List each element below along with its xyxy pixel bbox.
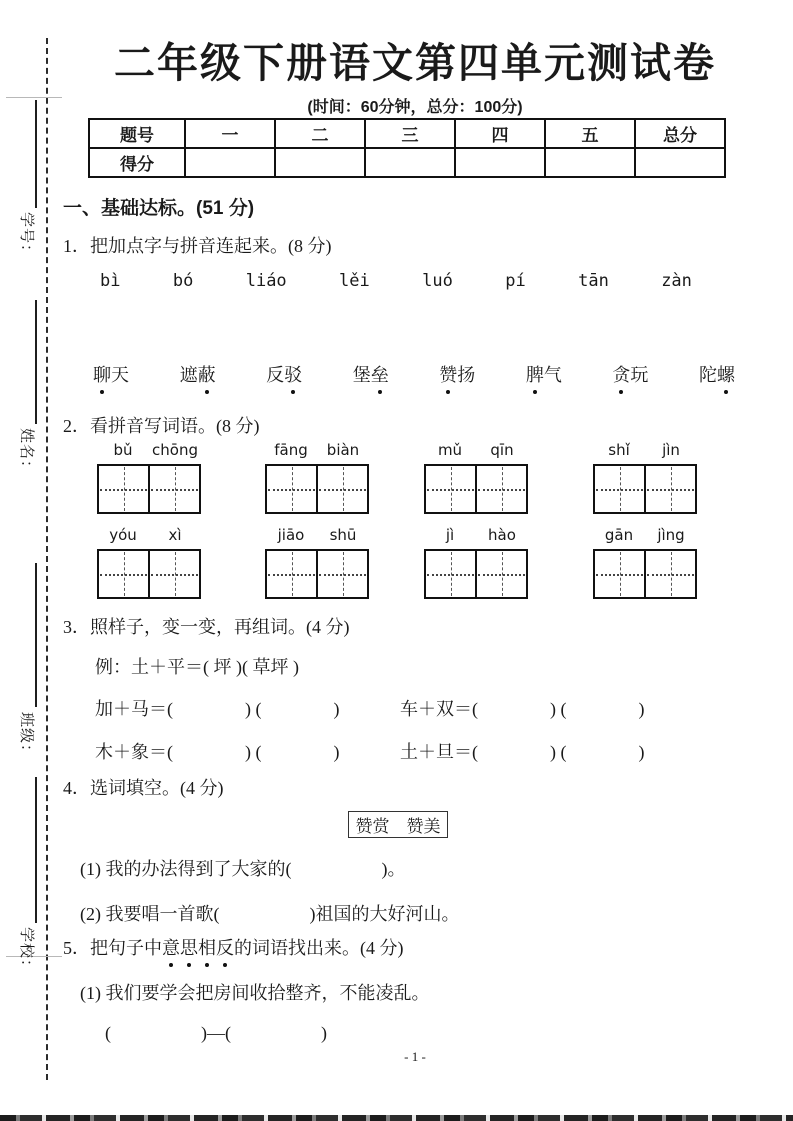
q4-item: (1) 我的办法得到了大家的( )。 bbox=[80, 859, 406, 879]
score-table bbox=[88, 118, 726, 178]
next-page-edge-artifact bbox=[0, 1115, 793, 1121]
word-item: 反驳 bbox=[266, 361, 302, 387]
dotted-char: 脾 bbox=[526, 361, 544, 387]
writing-cell bbox=[646, 466, 695, 512]
writing-cell bbox=[150, 466, 199, 512]
score-table-header-cell: 三 bbox=[365, 119, 455, 148]
dotted-char: 贪 bbox=[612, 361, 630, 387]
score-table-header-cell: 总分 bbox=[635, 119, 725, 148]
q3-heading: 3．照样子，变一变，再组词。(4 分) bbox=[63, 617, 350, 637]
score-cell bbox=[185, 148, 275, 177]
q1-heading: 1．把加点字与拼音连起来。(8 分) bbox=[63, 236, 332, 256]
student-id-blank-line bbox=[35, 100, 37, 208]
score-cell bbox=[275, 148, 365, 177]
dotted-char: 相 bbox=[198, 934, 216, 960]
writing-cell bbox=[646, 551, 695, 597]
pinyin-grid-labels: gān jìng bbox=[604, 526, 685, 544]
q1-words-row bbox=[93, 361, 735, 387]
writing-cell bbox=[318, 466, 367, 512]
writing-grid bbox=[265, 464, 369, 514]
pinyin-grid-labels: jì hào bbox=[445, 526, 516, 544]
score-table-header-cell: 题号 bbox=[89, 119, 185, 148]
writing-cell bbox=[318, 551, 367, 597]
score-table-header-cell: 五 bbox=[545, 119, 635, 148]
pinyin-grid-labels: jiāo shū bbox=[277, 526, 357, 544]
word-bank-box: 赞赏 赞美 bbox=[348, 811, 448, 838]
score-cell bbox=[365, 148, 455, 177]
q3-item: 加＋马＝( ) ( ) bbox=[95, 699, 340, 719]
q1-pinyin-row bbox=[100, 271, 692, 291]
score-table-header-cell: 二 bbox=[275, 119, 365, 148]
writing-cell bbox=[477, 466, 526, 512]
word-item: 堡垒 bbox=[353, 361, 389, 387]
writing-cell bbox=[426, 551, 477, 597]
dotted-char: 驳 bbox=[284, 361, 302, 387]
pinyin-item: bì bbox=[100, 271, 121, 291]
writing-grid bbox=[424, 549, 528, 599]
q3-item: 土＋旦＝( ) ( ) bbox=[400, 742, 645, 762]
pinyin-item: luó bbox=[422, 271, 453, 291]
writing-grid bbox=[593, 464, 697, 514]
word-item: 赞扬 bbox=[439, 361, 475, 387]
section-1-heading: 一、基础达标。(51 分) bbox=[63, 198, 255, 219]
pinyin-grid-labels: yóu xì bbox=[109, 526, 182, 544]
name-label: 姓名： bbox=[18, 428, 34, 477]
class-blank-line bbox=[35, 563, 37, 707]
writing-cell bbox=[150, 551, 199, 597]
pinyin-grid-labels: bǔ chōng bbox=[113, 441, 198, 459]
school-label: 学校： bbox=[18, 927, 34, 976]
q5-item: (1) 我们要学会把房间收拾整齐，不能凌乱。 bbox=[80, 983, 430, 1003]
pinyin-item: bó bbox=[172, 271, 194, 291]
writing-cell bbox=[267, 551, 318, 597]
student-id-label: 学号： bbox=[18, 212, 34, 261]
word-item: 贪玩 bbox=[612, 361, 648, 387]
score-table-score-row bbox=[89, 148, 725, 177]
q4-heading: 4．选词填空。(4 分) bbox=[63, 778, 224, 798]
dotted-char: 蔽 bbox=[198, 361, 216, 387]
pinyin-item: lěi bbox=[339, 271, 370, 291]
score-cell bbox=[455, 148, 545, 177]
pinyin-grid-labels: shǐ jìn bbox=[608, 441, 680, 459]
score-table-header-cell: 四 bbox=[455, 119, 545, 148]
name-blank-line bbox=[35, 300, 37, 424]
q2-heading: 2．看拼音写词语。(8 分) bbox=[63, 416, 260, 436]
school-blank-line bbox=[35, 777, 37, 923]
dotted-char: 反 bbox=[216, 934, 234, 960]
word-item: 遮蔽 bbox=[180, 361, 216, 387]
q3-example: 例：土＋平＝( 坪 )( 草坪 ) bbox=[95, 657, 299, 677]
q3-item: 木＋象＝( ) ( ) bbox=[95, 742, 340, 762]
writing-grid bbox=[593, 549, 697, 599]
page-title: 二年级下册语文第四单元测试卷 bbox=[114, 40, 716, 86]
score-cell bbox=[635, 148, 725, 177]
q5-heading: 5．把句子中意思相反的词语找出来。(4 分) bbox=[63, 934, 404, 960]
seal-dashed-line bbox=[46, 38, 48, 1080]
q5-answer-line: ( )—( ) bbox=[105, 1023, 327, 1043]
word-item: 脾气 bbox=[526, 361, 562, 387]
writing-cell bbox=[99, 466, 150, 512]
score-row-label: 得分 bbox=[89, 148, 185, 177]
score-table-header-row bbox=[89, 119, 725, 148]
word-item: 聊天 bbox=[93, 361, 129, 387]
page-number: - 1 - bbox=[404, 1049, 426, 1064]
writing-grid bbox=[97, 464, 201, 514]
writing-cell bbox=[595, 466, 646, 512]
writing-grid bbox=[265, 549, 369, 599]
score-cell bbox=[545, 148, 635, 177]
pinyin-item: liáo bbox=[245, 271, 287, 291]
writing-cell bbox=[267, 466, 318, 512]
dotted-char: 赞 bbox=[439, 361, 457, 387]
dotted-char: 螺 bbox=[717, 361, 735, 387]
dotted-char: 聊 bbox=[93, 361, 111, 387]
word-item: 陀螺 bbox=[699, 361, 735, 387]
q3-item: 车＋双＝( ) ( ) bbox=[400, 699, 645, 719]
dotted-char: 思 bbox=[180, 934, 198, 960]
class-label: 班级： bbox=[18, 712, 34, 761]
writing-grid bbox=[424, 464, 528, 514]
pinyin-item: tān bbox=[578, 271, 609, 291]
pinyin-item: pí bbox=[505, 271, 526, 291]
q4-item: (2) 我要唱一首歌( )祖国的大好河山。 bbox=[80, 904, 460, 924]
score-table-header-cell: 一 bbox=[185, 119, 275, 148]
writing-cell bbox=[99, 551, 150, 597]
writing-grid bbox=[97, 549, 201, 599]
pinyin-item: zàn bbox=[661, 271, 692, 291]
dotted-char: 意 bbox=[162, 934, 180, 960]
writing-cell bbox=[595, 551, 646, 597]
writing-cell bbox=[477, 551, 526, 597]
pinyin-grid-labels: fāng biàn bbox=[274, 441, 360, 459]
page-subtitle: (时间：60分钟，总分：100分) bbox=[307, 99, 523, 116]
pinyin-grid-labels: mǔ qīn bbox=[437, 441, 514, 459]
writing-cell bbox=[426, 466, 477, 512]
dotted-char: 垒 bbox=[371, 361, 389, 387]
